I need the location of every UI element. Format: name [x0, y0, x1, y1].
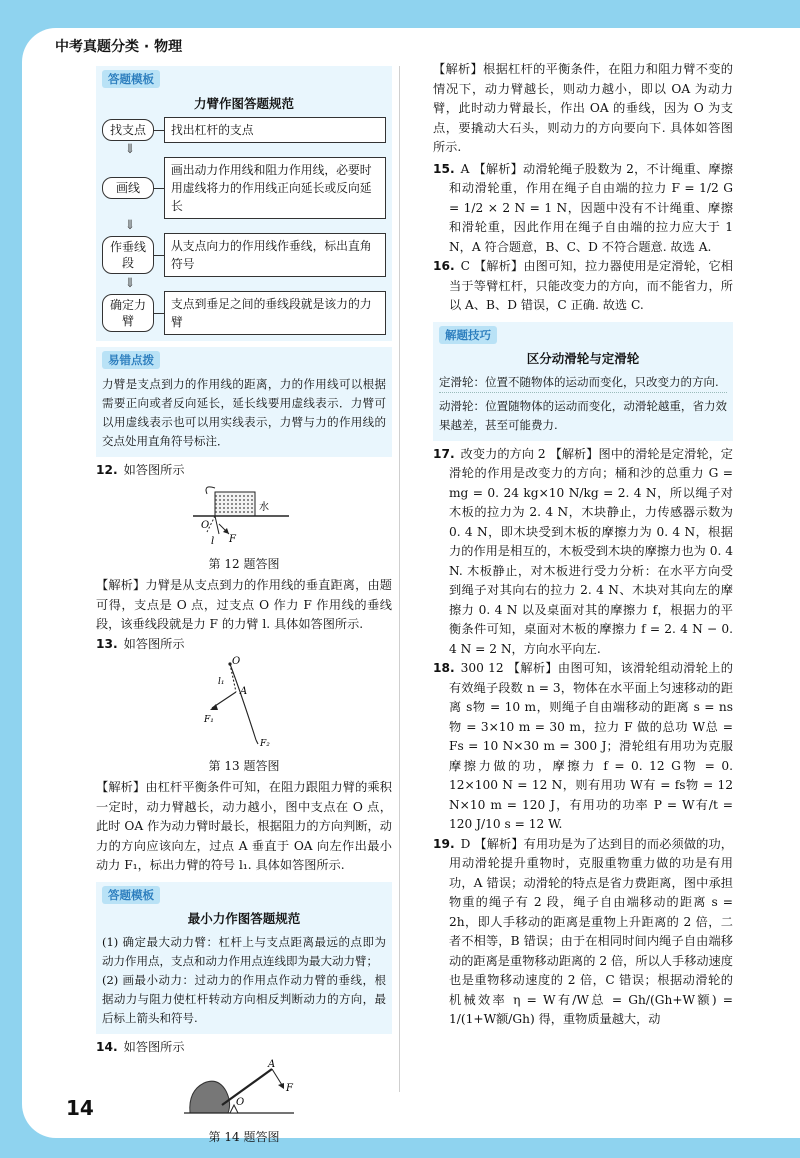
- template-box-1: [96, 66, 392, 341]
- fig-label: F₂: [260, 739, 270, 748]
- template-tag: 答题模板: [102, 70, 160, 88]
- tips-line: 动滑轮：位置随物体的运动而变化，动滑轮越重，省力效果越差，甚至可能费力.: [439, 398, 727, 432]
- flow-step-label: 确定力臂: [102, 294, 154, 332]
- q19-answer: 19. D 【解析】有用功是为了达到目的而必须做的功，用动滑轮提升重物时，克服重物重力做的功是有用功，A 错误；动滑轮的特点是省力费距离，图中承担物重的绳子有 2 段，绳子自由端移动的距离 s = 2h，即人手移动的距离是重物上升距离的 2 倍，二者不相等，B 错误；由于在相同时间内绳子自由端移动的距离是重物移动距离的 2 倍，所以人手移动速度也是重物移动速度的 2 倍，C 错误；根据动滑轮的机械效率 η = W有/W总 = Gh/(Gh+W额) = 1/(1+W额/Gh) 得，重物质量越大，动: [433, 836, 733, 1026]
- template-title: 力臂作图答题规范: [193, 95, 294, 111]
- flow-step: [102, 291, 386, 335]
- q12-figure: [96, 482, 392, 553]
- mistake-box: [96, 347, 392, 457]
- flow-step-text: 从支点向力的作用线作垂线，标出直角符号: [164, 233, 386, 277]
- mistake-text: 力臂是支点到力的作用线的距离，力的作用线可以根据需要正向或者反向延长，延长线要用虚线表示．力臂可以用虚线表示也可以用实线表示，力臂与力的作用线的交点处用直角符号标注．: [102, 376, 386, 448]
- q14-answer: 14. 如答图所示: [96, 1039, 185, 1054]
- q15-answer: 15. A 【解析】动滑轮绳子股数为 2，不计绳重、摩擦和动滑轮重，作用在绳子自由端的拉力 F = 1/2 G = 1/2 × 2 N = 1 N，因题中没有不计绳重、摩擦和滑轮重，因此作用在绳子自由端的拉力应大于 1 N，A 符合题意，B、C、D 不符合题意. 故选 A.: [433, 161, 733, 254]
- q13-analysis: 【解析】由杠杆平衡条件可知，在阻力跟阻力臂的乘积一定时，动力臂越长，动力越小，图中支点在 O 点，此时 OA 作为动力臂时最长，根据阻力的方向判断，动力的方向应该向左，过点 A 垂直于 OA 向左作出最小动力 F₁，标出力臂的符号 l₁. 具体如答图所示.: [96, 780, 392, 872]
- fig-label: 水: [259, 502, 269, 513]
- fig-label: A: [268, 1059, 276, 1070]
- page-number: 14: [66, 1096, 94, 1120]
- q12-caption: 第 12 题答图: [208, 556, 280, 571]
- fig-label: O: [232, 656, 241, 667]
- q13-figure: [96, 656, 392, 755]
- q12-analysis: 【解析】力臂是从支点到力的作用线的垂直距离，由题可得，支点是 O 点，过支点 O 作力 F 作用线的垂线段，该垂线段就是力 F 的力臂 l. 具体如答图所示.: [96, 578, 392, 631]
- right-column: [433, 60, 733, 1030]
- q13-answer: 13. 如答图所示: [96, 636, 185, 651]
- fig-label: A: [240, 686, 248, 697]
- q14-figure: [96, 1059, 392, 1126]
- left-column: [96, 60, 392, 1149]
- q18-answer: 18. 300 12 【解析】由图可知，该滑轮组动滑轮上的有效绳子段数 n = 3，物体在水平面上匀速移动的距离 s物 = 10 m，则绳子自由端移动的距离 s = ns物 = 3×10 m = 30 m，拉力 F 做的总功 W总 = Fs = 10 N×30 m = 300 J；滑轮组有用功为克服摩擦力做的功，摩擦力 f = 0. 12 G物 = 0. 12×100 N = 12 N，则有用功 W有 = fs物 = 12 N×10 m = 120 J，有用功的功率 P = W有/t = 120 J/10 s = 12 W.: [433, 661, 733, 831]
- page-header: 中考真题分类 · 物理: [55, 39, 183, 55]
- flow-step-text: 画出动力作用线和阻力作用线，必要时用虚线将力的作用线正向延长或反向延长: [164, 157, 386, 219]
- flow-step-label: 找支点: [102, 119, 154, 141]
- template-title: 最小力作图答题规范: [187, 911, 301, 926]
- flow-step-label: 作垂线段: [102, 236, 154, 274]
- fig-label: l: [211, 536, 215, 546]
- column-divider: [399, 66, 400, 1092]
- flow-step-label: 画线: [102, 177, 154, 199]
- q14-caption: 第 14 题答图: [208, 1129, 280, 1144]
- q16-answer: 16. C 【解析】由图可知，拉力器使用是定滑轮，它相当于等臂杠杆，只能改变力的方向，而不能省力，所以 A、B、D 错误，C 正确. 故选 C.: [433, 259, 733, 312]
- fig-label: O: [201, 520, 210, 531]
- fig-label: F: [286, 1083, 293, 1094]
- template-item: (2) 画最小动力：过动力的作用点作动力臂的垂线，根据动力与阻力使杠杆转动方向相反判断动力的方向，最后标上箭头和符号.: [102, 972, 386, 1025]
- flow-step: [102, 233, 386, 277]
- arrow-down-icon: ⇓: [124, 218, 136, 233]
- fig-label: l₁: [218, 677, 225, 687]
- tips-title: 区分动滑轮与定滑轮: [526, 351, 640, 366]
- q14-analysis: 【解析】根据杠杆的平衡条件，在阻力和阻力臂不变的情况下，动力臂越长，则动力越小，即以 OA 为动力臂，此时动力臂最长，作出 OA 的垂线，因为 O 为支点，要撬动大石头，则动力的方向要向下. 具体如答图所示.: [433, 62, 733, 154]
- fig-label: F₁: [204, 715, 214, 725]
- q17-answer: 17. 改变力的方向 2 【解析】图中的滑轮是定滑轮，定滑轮的作用是改变力的方向；桶和沙的总重力 G = mg = 0. 24 kg×10 N/kg = 2. 4 N，所以绳子对木板的拉力为 2. 4 N，木块静止，力传感器示数为 0. 4 N，即木块受到木板的摩擦力为 0. 4 N，根据力的作用是相互的，木板受到木块的摩擦力也为 0. 4 N. 木板静止，对木板进行受力分析：在水平方向受到绳子对其向右的拉力 2. 4 N、木块对其向左的摩擦力 0. 4 N 以及桌面对其的摩擦力 f，根据力的平衡条件可知，桌面对木板的摩擦力 f = 2. 4 N − 0. 4 N = 2 N，方向水平向左.: [433, 446, 733, 656]
- q13-caption: 第 13 题答图: [208, 758, 280, 773]
- tips-box: [433, 322, 733, 441]
- q12-answer: 12. 如答图所示: [96, 462, 185, 477]
- fig-label: F: [229, 534, 236, 545]
- flow-step-text: 支点到垂足之间的垂线段就是该力的力臂: [164, 291, 386, 335]
- fig-label: O: [236, 1097, 245, 1108]
- template-item: (1) 确定最大动力臂：杠杆上与支点距离最远的点即为动力作用点，支点和动力作用点连线即为最大动力臂；: [102, 934, 386, 968]
- flow-step: [102, 157, 386, 219]
- arrow-down-icon: ⇓: [124, 276, 136, 291]
- template-box-2: [96, 882, 392, 1034]
- tips-line: 定滑轮：位置不随物体的运动而变化，只改变力的方向.: [439, 373, 727, 393]
- flow-step-text: 找出杠杆的支点: [164, 117, 386, 143]
- mistake-tag: 易错点拨: [102, 351, 160, 369]
- template-tag: 答题模板: [102, 886, 160, 904]
- tips-tag: 解题技巧: [439, 326, 497, 344]
- arrow-down-icon: ⇓: [124, 142, 136, 157]
- flow-step: [102, 117, 386, 143]
